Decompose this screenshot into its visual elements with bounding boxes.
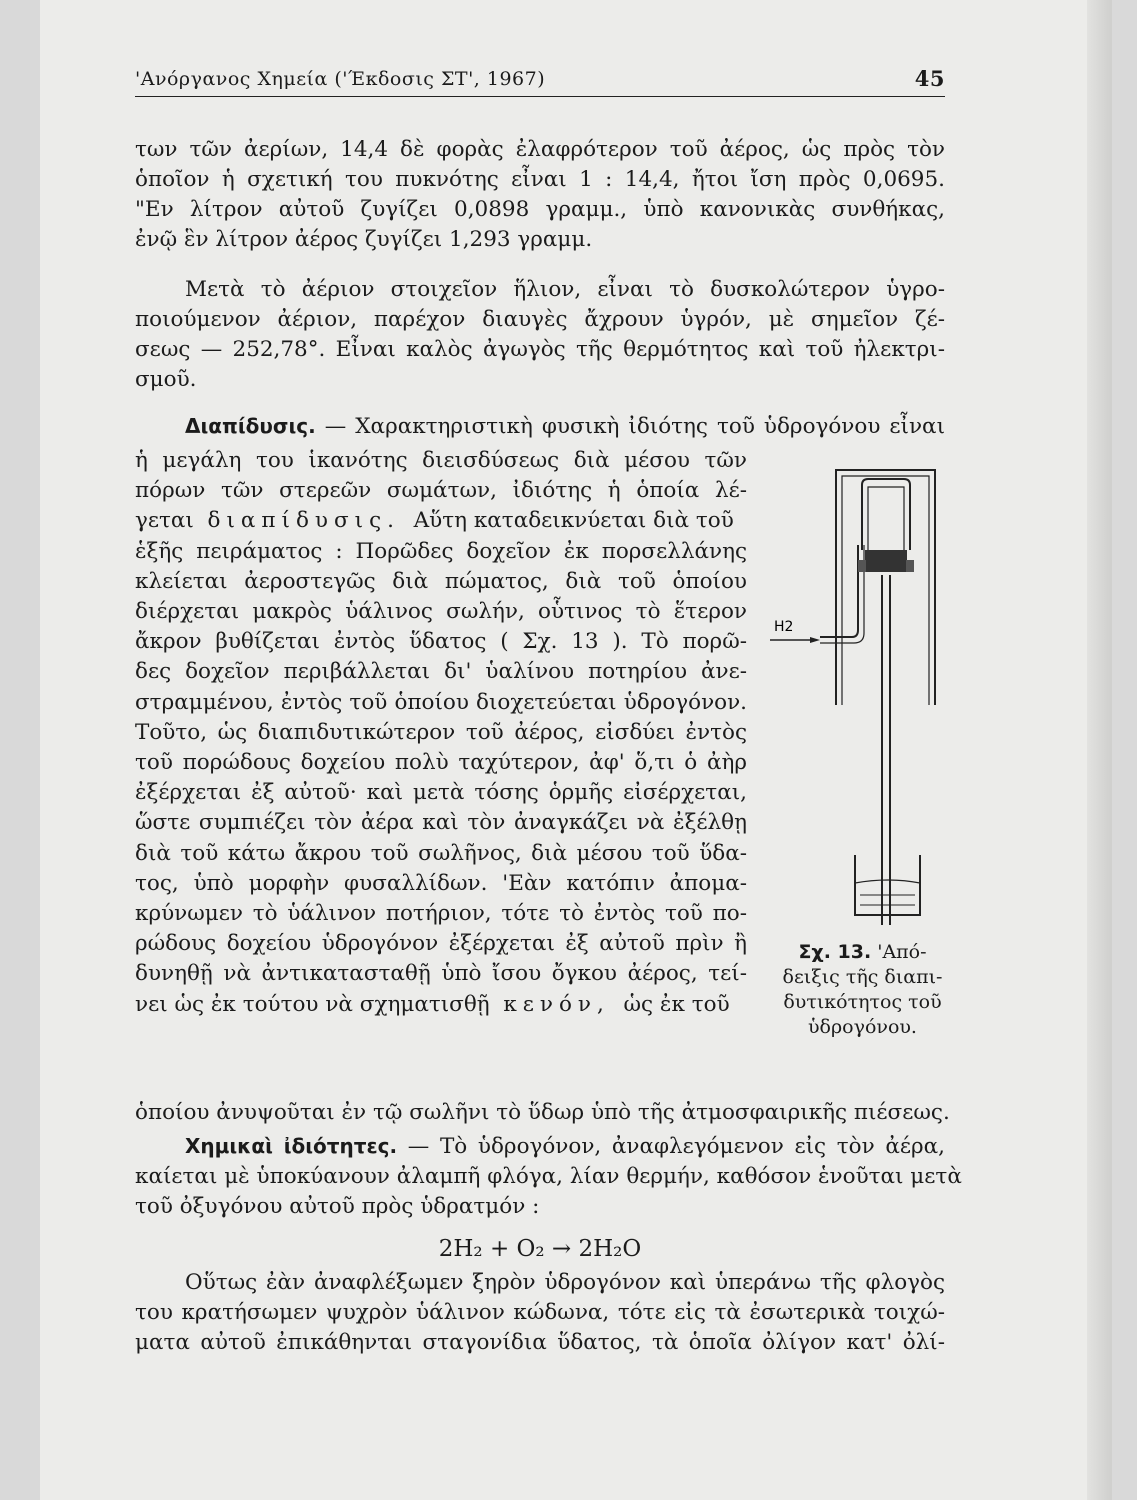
text-line: ρώδους δοχείου ὑδρογόνον ἐξέρχεται ἐξ αὐτοῦ πρὶν ἢ	[135, 931, 747, 957]
text-line: διέρχεται μακρὸς ὑάλινος σωλήν, οὗτινος τὸ ἕτερον	[135, 599, 747, 625]
paragraph-flame-test	[135, 1268, 945, 1358]
text-fragment: ὡς ἐκ τοῦ	[623, 991, 730, 1017]
caption-line-2: δειξις τῆς διαπι-	[782, 966, 943, 988]
text-line	[135, 990, 747, 1020]
caption-line-1	[770, 940, 955, 965]
text-line: ὁποῖον ἡ σχετική του πυκνότης εἶναι 1 : 14,4, ἤτοι ἴση πρὸς 0,0695.	[135, 166, 945, 192]
page-edge	[1087, 0, 1112, 1500]
text-line: στραμμένου, ἐντὸς τοῦ ὁποίου διοχετεύεται ὑδρογόνον.	[135, 689, 747, 715]
text-line: ἐξέρχεται ἐξ αὐτοῦ· καὶ μετὰ τόσης ὁρμῆς εἰσέρχεται,	[135, 780, 747, 806]
text-line: των τῶν ἀερίων, 14,4 δὲ φορὰς ἐλαφρότερον τοῦ ἀέρος, ὡς πρὸς τὸν	[135, 137, 945, 162]
text-line: — Τὸ ὑδρογόνον, ἀναφλεγόμενον εἰς τὸν ἀέρα,	[397, 1134, 945, 1159]
text-line: ἑξῆς πειράματος : Πορῶδες δοχεῖον ἐκ πορσελλάνης	[135, 538, 747, 564]
diffusion-apparatus-figure	[770, 465, 950, 935]
text-line: κλείεται ἀεροστεγῶς διὰ πώματος, διὰ τοῦ ὁποίου	[135, 568, 747, 594]
text-line: του κρατήσωμεν ψυχρὸν ὑάλινον κώδωνα, τότε εἰς τὰ ἐσωτερικὰ τοιχώ-	[135, 1299, 945, 1325]
chemical-properties-paragraph	[135, 1132, 962, 1222]
diffusion-first-line	[135, 412, 945, 442]
text-line: διὰ τοῦ κάτω ἄκρου τοῦ σωλῆνος, διὰ μέσου τοῦ ὕδα-	[135, 840, 747, 866]
text-line: ματα αὐτοῦ ἐπικάθηνται σταγονίδια ὕδατος, τὰ ὁποῖα ὀλίγον κατ' ὀλί-	[135, 1329, 945, 1355]
text-line: Μετὰ τὸ ἀέριον στοιχεῖον ἥλιον, εἶναι τὸ δυσκολώτερον ὑγρο-	[185, 277, 945, 302]
caption-text: 'Από-	[877, 941, 927, 963]
caption-line-3: δυτικότητος τοῦ	[783, 991, 942, 1013]
text-fragment: γεται	[135, 508, 194, 534]
inverted-beaker	[836, 470, 935, 705]
figure-caption	[770, 940, 955, 1040]
text-line	[135, 506, 747, 536]
h2-inlet-tube	[820, 545, 858, 637]
caption-line-4: ὑδρογόνου.	[808, 1016, 917, 1038]
text-line: "Εν λίτρον αὐτοῦ ζυγίζει 0,0898 γραμμ., ὑπὸ κανονικὰς συνθήκας,	[135, 196, 945, 222]
text-line: ὥστε συμπιέζει τὸν ἀέρα καὶ τὸν ἀναγκάζει νὰ ἐξέλθῃ	[135, 810, 747, 836]
text-line: καίεται μὲ ὑποκύανουν ἀλαμπῆ φλόγα, λίαν θερμήν, καθόσον ἑνοῦται μετὰ	[135, 1163, 962, 1189]
porous-vessel	[862, 479, 910, 550]
text-line: ποιούμενον ἀέριον, παρέχον διαυγὲς ἄχρουν ὑγρόν, μὲ σημεῖον ζέ-	[135, 306, 945, 332]
text-line: σεως — 252,78°. Εἶναι καλὸς ἀγωγὸς τῆς θερμότητος καὶ τοῦ ἠλεκτρι-	[135, 336, 945, 362]
running-header	[135, 66, 945, 97]
stopper	[865, 550, 907, 572]
text-line: δυνηθῇ νὰ ἀντικατασταθῇ ὑπὸ ἴσου ὄγκου ἀέρος, τεί-	[135, 961, 747, 987]
diffusion-paragraph	[135, 446, 747, 1020]
text-line: ἡ μεγάλη του ἱκανότης διεισδύσεως διὰ μέσου τῶν	[135, 448, 747, 473]
text-line: Οὕτως ἐὰν ἀναφλέξωμεν ξηρὸν ὑδρογόνον καὶ ὑπεράνω τῆς φλογὸς	[185, 1270, 945, 1295]
paragraph-density	[135, 135, 945, 255]
text-line: τος, ὑπὸ μορφὴν φυσαλλίδων. 'Εὰν κατόπιν ἀπομα-	[135, 870, 747, 896]
text-line: δες δοχεῖον περιβάλλεται δι' ὑαλίνου ποτηρίου ἀνε-	[135, 659, 747, 685]
chemical-equation: 2H₂ + O₂ → 2H₂O	[438, 1236, 642, 1262]
header-title: 'Ανόργανος Χημεία ('Έκδοσις ΣΤ', 1967)	[135, 68, 546, 90]
text-line: — Χαρακτηριστικὴ φυσικὴ ἰδιότης τοῦ ὑδρογόνου εἶναι	[315, 414, 945, 439]
term-diffusion: διαπίδυσις.	[207, 508, 400, 534]
h2-label: H2	[774, 619, 794, 635]
text-line: ἄκρον βυθίζεται ἐντὸς ὕδατος ( Σχ. 13 ). Τὸ πορῶ-	[135, 629, 747, 655]
text-fragment: Αὕτη καταδεικνύεται διὰ τοῦ	[413, 508, 734, 534]
text-line: τοῦ ὀξυγόνου αὐτοῦ πρὸς ὑδρατμόν :	[135, 1193, 540, 1219]
text-fragment: νει ὡς ἐκ τούτου νὰ σχηματισθῇ	[135, 991, 490, 1017]
term-vacuum: κενόν,	[503, 991, 610, 1017]
page-number: 45	[914, 66, 945, 91]
chemical-heading: Χημικαὶ ἰδιότητες.	[185, 1134, 398, 1158]
water-beaker	[855, 855, 920, 915]
text-line: κρύνωμεν τὸ ὑάλινον ποτήριον, τότε τὸ ἐντὸς τοῦ πο-	[135, 901, 747, 927]
diffusion-last-line	[135, 1098, 950, 1128]
paragraph-liquefaction	[135, 275, 945, 395]
diffusion-heading: Διαπίδυσις.	[185, 414, 316, 438]
text-line: τοῦ πορώδους δοχείου πολὺ ταχύτερον, ἀφ' ὅ,τι ὁ ἀὴρ	[135, 750, 747, 776]
text-line: πόρων τῶν στερεῶν σωμάτων, ἰδιότης ἡ ὁποία λέ-	[135, 478, 747, 504]
caption-number: Σχ. 13.	[798, 941, 872, 963]
text-line: ἐνῷ ἓν λίτρον ἀέρος ζυγίζει 1,293 γραμμ.	[135, 226, 593, 252]
text-line: ὁποίου ἀνυψοῦται ἐν τῷ σωλῆνι τὸ ὕδωρ ὑπὸ τῆς ἀτμοσφαιρικῆς πιέσεως.	[135, 1100, 950, 1125]
text-line: Τοῦτο, ὡς διαπιδυτικώτερον τοῦ ἀέρος, εἰσδύει ἐντὸς	[135, 719, 747, 745]
text-line: σμοῦ.	[135, 366, 197, 392]
